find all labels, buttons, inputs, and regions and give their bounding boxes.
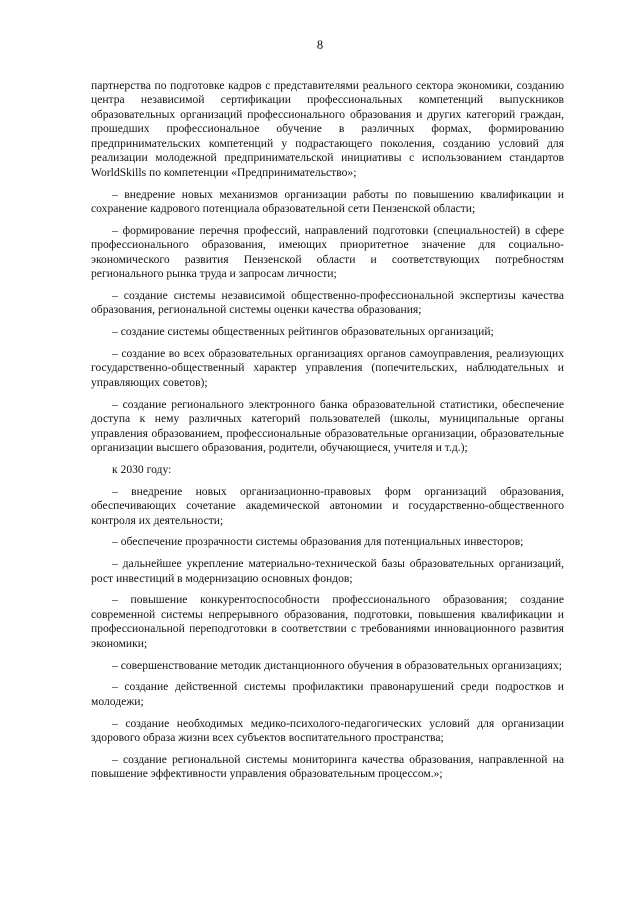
list-item: – создание во всех образовательных организациях органов самоуправления, реализующих государственно-общественный характер управления (попечительских, наблюдательных и управляющих советов); [91,346,564,389]
list-item: – создание действенной системы профилактики правонарушений среди подростков и молодежи; [91,680,564,708]
list-item: – создание региональной системы мониторинга качества образования, направленной на повышение эффективности управления образовательным процессом.»; [91,752,564,781]
list-item: – дальнейшее укрепление материально-технической базы образовательных организаций, рост инвестиций в модернизацию основных фондов; [91,557,564,585]
list-item: – создание системы общественных рейтингов образовательных организаций; [112,325,494,339]
page-number: 8 [316,38,324,52]
list-item: – обеспечение прозрачности системы образования для потенциальных инвесторов; [112,535,524,549]
document-body [91,79,564,782]
list-item: – внедрение новых механизмов организации работы по повышению квалификации и сохранение кадрового потенциала образовательной сети Пензенской области; [91,187,564,215]
list-item: – повышение конкурентоспособности профессионального образования; создание современной системы непрерывного образования, подготовки, повышения квалификации и профессиональной переподготовки в соответствии с требованиями инновационного развития экономики; [91,593,564,650]
paragraph: партнерства по подготовке кадров с представителями реального сектора экономики, созданию центра независимой сертификации профессиональных компетенций выпускников образовательных организаций профессионального образования и других категорий граждан, прошедших профессиональное обучение в различных формах, формированию предпринимательских компетенций у подрастающего поколения, созданию условий для реализации молодежной предпринимательской инициативы с использованием стандартов WorldSkills по компетенции «Предпринимательство»; [91,79,564,179]
list-item: – совершенствование методик дистанционного обучения в образовательных организациях; [112,658,562,672]
list-item: – внедрение новых организационно-правовых форм организаций образования, обеспечивающих сочетание академической автономии и государственно-общественного контроля их деятельности; [91,484,564,527]
list-item: – создание системы независимой общественно-профессиональной экспертизы качества образования, региональной системы оценки качества образования; [91,288,564,317]
list-item: – формирование перечня профессий, направлений подготовки (специальностей) в сфере профессионального образования, имеющих приоритетное значение для социально-экономического развития Пензенской области и соответствующих потребностям регионального рынка труда и запросам личности; [91,223,564,281]
list-item: – создание необходимых медико-психолого-педагогических условий для организации здорового образа жизни всех субъектов воспитательного пространства; [91,716,564,745]
section-heading: к 2030 году: [112,462,172,476]
list-item: – создание регионального электронного банка образовательной статистики, обеспечение доступа к нему различных категорий пользователей (школы, муниципальные органы управления образованием, профессиональные образовательные организации, образовательные организации высшего образования, родители, обучающиеся, учителя и т.д.); [91,397,564,455]
